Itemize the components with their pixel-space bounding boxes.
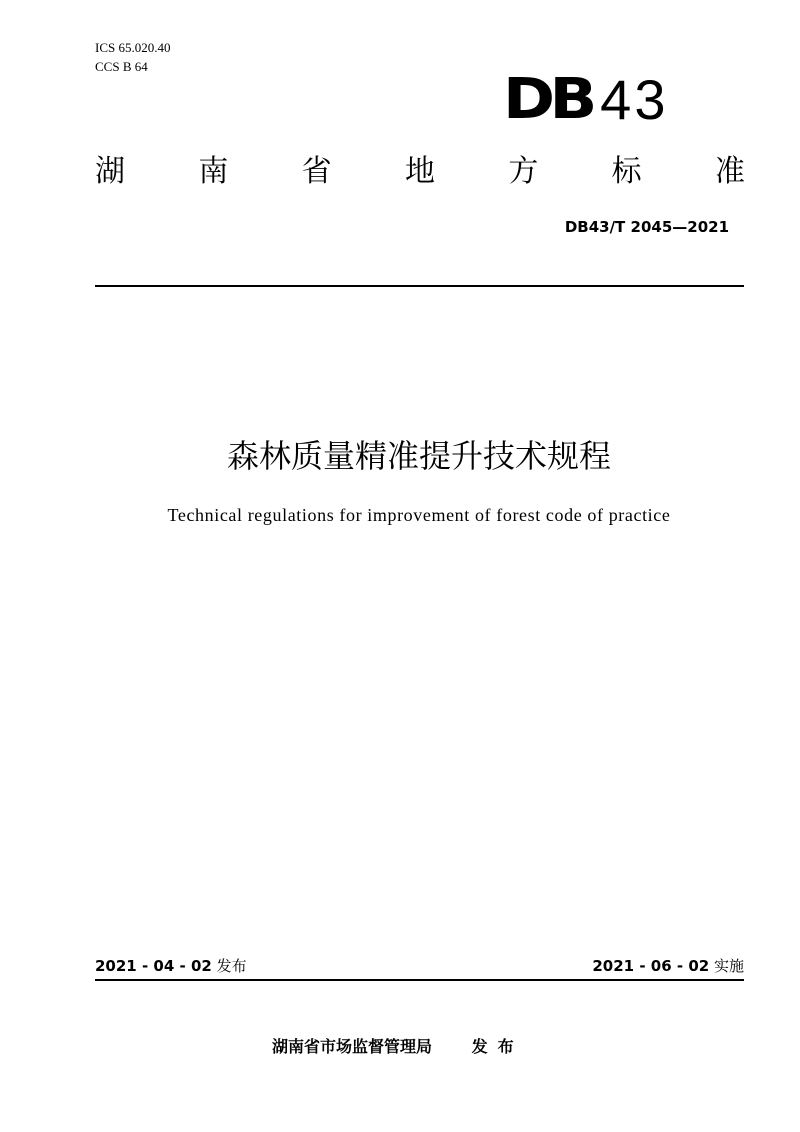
document-title-chinese: 森林质量精准提升技术规程 <box>226 437 611 475</box>
db-logo-number: 43 <box>600 67 669 131</box>
publish-date: 2021 - 04 - 02 <box>95 957 212 975</box>
standard-type-char: 省 <box>301 154 332 189</box>
classification-codes <box>95 38 170 76</box>
ics-code: ICS 65.020.40 <box>95 40 171 55</box>
issuer-name: 湖南省市场监督管理局 <box>272 1037 433 1056</box>
bottom-divider <box>95 979 744 981</box>
standard-type-char: 标 <box>611 154 642 189</box>
implement-date: 2021 - 06 - 02 <box>592 957 710 975</box>
implement-label: 实施 <box>713 957 744 975</box>
top-divider <box>95 285 744 287</box>
publish-date-line <box>95 955 247 976</box>
issuer-action: 发布 <box>471 1037 524 1056</box>
db43-logo <box>503 66 668 132</box>
standard-type-char: 地 <box>404 154 435 189</box>
issuer-line <box>272 1034 524 1057</box>
standard-number: DB43/T 2045—2021 <box>564 218 729 236</box>
db-logo-letters: DB <box>503 66 592 132</box>
standard-type-char: 湖 <box>95 154 125 189</box>
standard-type-char: 准 <box>714 154 745 189</box>
document-title-english: Technical regulations for improvement of forest code of practice <box>167 505 671 525</box>
implement-date-line <box>592 955 744 976</box>
ccs-code: CCS B 64 <box>95 59 148 74</box>
publish-label: 发布 <box>216 957 247 975</box>
standard-type-heading <box>95 150 745 194</box>
standard-type-char: 南 <box>198 154 229 189</box>
standard-type-char: 方 <box>508 154 539 189</box>
